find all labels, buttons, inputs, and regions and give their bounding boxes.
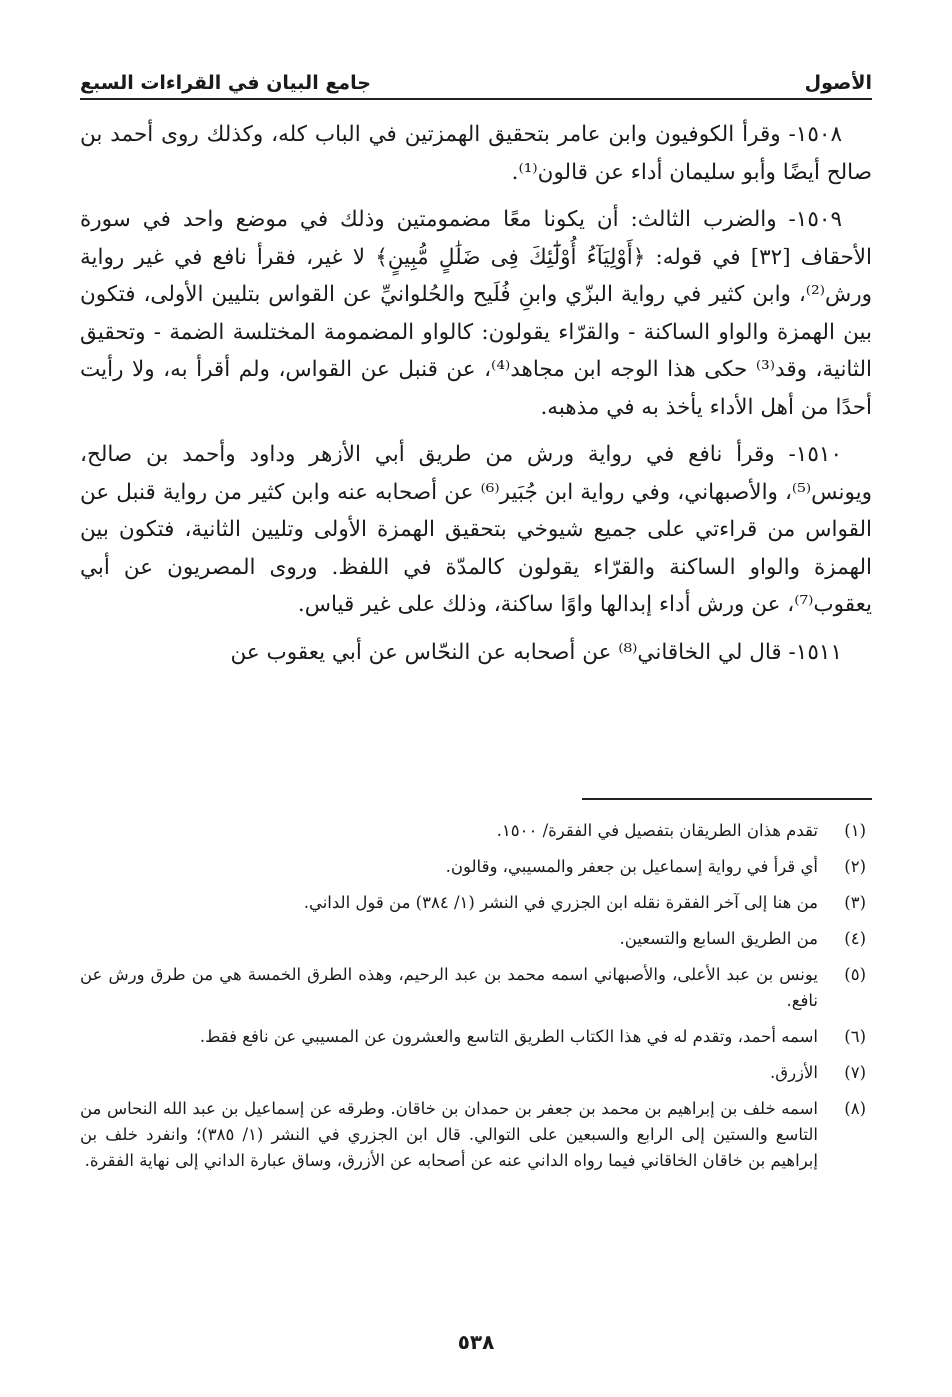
- footnote-text: يونس بن عبد الأعلى، والأصبهاني اسمه محمد بن عبد الرحيم، وهذه الطرق الخمسة هي من طرق ورش عن نافع.: [80, 965, 818, 1010]
- footnote-1: [80, 818, 872, 844]
- header-section-title: الأصول: [804, 72, 872, 94]
- running-header: [80, 62, 872, 100]
- footnote-number: (٤): [844, 929, 866, 948]
- footnote-number: (٢): [844, 857, 866, 876]
- footnote-number: (٧): [844, 1063, 866, 1082]
- paragraph-1510: ١٥١٠- وقرأ نافع في رواية ورش من طريق أبي الأزهر وداود وأحمد بن صالح، ويونس⁽⁵⁾، والأصبهاني، وفي رواية ابن جُبَير⁽⁶⁾ عن أصحابه عنه وابن كثير من رواية قنبل عن القواس من قراءتي على جميع شيوخي بتحقيق الهمزة الأولى وتليين الثانية، فتكون بين الهمزة والواو الساكنة والقرّاء يقولون كالمدّة في اللفظ. وروى المصريون عن أبي يعقوب⁽⁷⁾، عن ورش أداء إبدالها واوًا ساكنة، وذلك على غير قياس.: [80, 442, 872, 617]
- footnote-text: من هنا إلى آخر الفقرة نقله ابن الجزري في النشر (١/ ٣٨٤) من قول الداني.: [303, 893, 818, 912]
- page-number: ٥٣٨: [457, 1330, 495, 1354]
- footnote-2: [80, 854, 872, 880]
- footnote-5: [80, 962, 872, 1014]
- paragraph-1508: ١٥٠٨- وقرأ الكوفيون وابن عامر بتحقيق الهمزتين في الباب كله، وكذلك روى أحمد بن صالح أيضًا وأبو سليمان أداء عن قالون⁽¹⁾.: [80, 122, 872, 185]
- footnote-text: اسمه خلف بن إبراهيم بن محمد بن جعفر بن حمدان بن خاقان. وطرقه عن إسماعيل بن عبد الله النحاس من التاسع والستين إلى الرابع والسبعين على التوالي. قال ابن الجزري في النشر (١/ ٣٨٥)؛ وانفرد خلف بن إبراهيم بن خاقان الخاقاني فيما رواه الداني عنه عن أصحابه عن الأزرق، وساق عبارة الداني إلى نهاية الفقرة.: [80, 1099, 818, 1170]
- paragraph-1511: ١٥١١- قال لي الخاقاني⁽⁸⁾ عن أصحابه عن النحّاس عن أبي يعقوب عن: [230, 639, 842, 665]
- footnote-number: (٨): [844, 1099, 866, 1118]
- footnote-text: اسمه أحمد، وتقدم له في هذا الكتاب الطريق التاسع والعشرون عن المسيبي عن نافع فقط.: [199, 1027, 818, 1046]
- footnote-text: الأزرق.: [770, 1063, 818, 1082]
- footnote-text: تقدم هذان الطريقان بتفصيل في الفقرة/ ١٥٠٠.: [496, 821, 818, 840]
- paragraph-1509: ١٥٠٩- والضرب الثالث: أن يكونا معًا مضمومتين وذلك في موضع واحد في سورة الأحقاف [٣٢] في قوله: ﴿أَوْلِيَآءُ أُوْلَٰٓئِكَ فِى ضَلَٰلٍ مُّبِينٍ﴾ لا غير، فقرأ نافع في غير رواية ورش⁽²⁾، وابن كثير في رواية البزّي وابنِ فُلَيح والحُلوانيِّ عن القواس بتليين الأولى، فتكون بين الهمزة والواو الساكنة - والقرّاء يقولون: كالواو المضمومة المختلسة الضمة - وتحقيق الثانية، وقد⁽³⁾ حكى هذا الوجه ابن مجاهد⁽⁴⁾، عن قنبل عن القواس، ولم أقرأ به، ولا رأيت أحدًا من أهل الأداء يأخذ به في مذهبه.: [80, 207, 872, 420]
- footnote-number: (١): [844, 821, 866, 840]
- main-text: [80, 116, 872, 681]
- footnote-8: [80, 1096, 872, 1174]
- footnote-4: [80, 926, 872, 952]
- footnote-number: (٣): [844, 893, 866, 912]
- footnote-7: [80, 1060, 872, 1086]
- footnote-text: أي قرأ في رواية إسماعيل بن جعفر والمسيبي، وقالون.: [445, 857, 818, 876]
- footnote-3: [80, 890, 872, 916]
- footnote-number: (٥): [844, 965, 866, 984]
- footnote-6: [80, 1024, 872, 1050]
- footnote-divider: [582, 798, 872, 800]
- footnotes: [80, 818, 872, 1184]
- header-book-title: جامع البيان في القراءات السبع: [80, 72, 371, 94]
- footnote-number: (٦): [844, 1027, 866, 1046]
- footnote-text: من الطريق السابع والتسعين.: [619, 929, 818, 948]
